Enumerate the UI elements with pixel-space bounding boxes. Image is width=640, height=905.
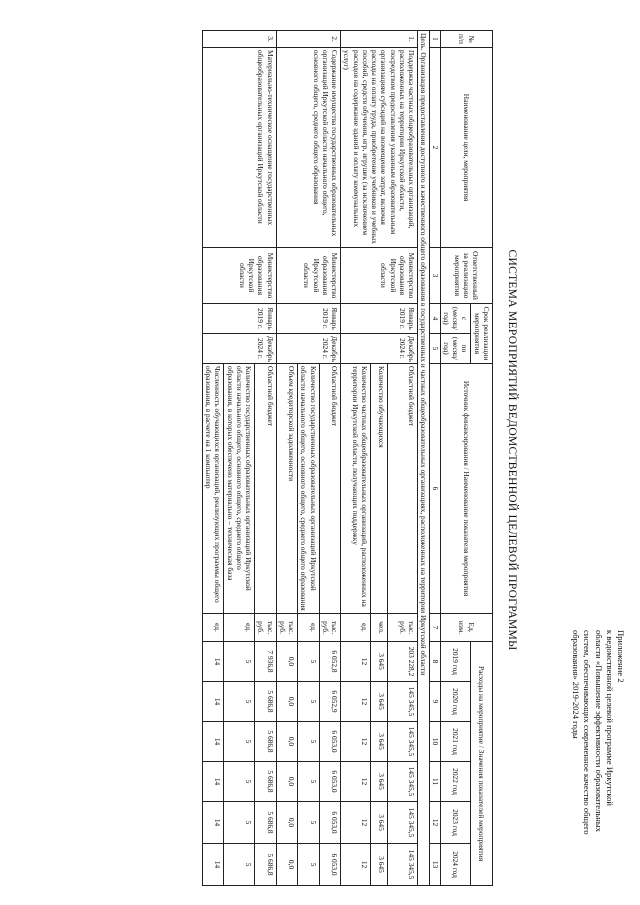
indicator-value: 3 645 — [371, 722, 388, 762]
header-unit: Ед. изм. — [440, 614, 492, 642]
indicator-value: 5 686,8 — [255, 722, 277, 762]
item-start: Январь 2019 г. — [203, 304, 277, 334]
indicator-label: Областной бюджет — [319, 364, 341, 614]
indicator-value: 5 — [298, 802, 320, 844]
goal-row — [418, 31, 430, 886]
document-title: СИСТЕМА МЕРОПРИЯТИЙ ВЕДОМСТВЕННОЙ ЦЕЛЕВОЙ ПРОГРАММЫ — [506, 249, 518, 651]
header-num: № п/п — [440, 31, 492, 48]
item-end: Декабрь 2024 г. — [203, 334, 277, 364]
header-to: по (месяц/ год) — [440, 334, 471, 364]
header-source: Источник финансирования / Наименование показателя мероприятия — [440, 364, 492, 614]
indicator-label: Численность обучающихся организаций, реализующих программы общего образования, в расчете на 1 компьютер — [203, 364, 225, 614]
item-name: Содержание имущества государственных образовательных организаций Иркутской области начального общего, основного общего, среднего общего образования — [276, 48, 341, 248]
indicator-value: 0,0 — [276, 722, 298, 762]
indicator-value: 3 645 — [371, 642, 388, 682]
indicator-value: 5 — [224, 802, 255, 844]
indicator-value: 5 — [298, 844, 320, 886]
indicator-value: 12 — [341, 722, 371, 762]
indicator-label: Объем кредиторской задолженности — [276, 364, 298, 614]
item-end: Декабрь 2024 г. — [276, 334, 341, 364]
indicator-value: 0,0 — [276, 844, 298, 886]
appendix-line: области «Повышение эффективности образовательных — [593, 630, 604, 832]
header-from: с (месяц/ год) — [440, 304, 471, 334]
column-number: 6 — [430, 364, 440, 614]
appendix-line: систем, обеспечивающих современное качество общего — [582, 630, 593, 835]
indicator-value: 5 686,8 — [255, 844, 277, 886]
indicator-value: 5 — [298, 762, 320, 802]
column-number: 1 — [430, 31, 440, 48]
indicator-value: 5 — [298, 642, 320, 682]
indicator-value: 14 — [203, 844, 225, 886]
item-number: 2. — [276, 31, 341, 48]
item-name: Материально-техническое оснащение государственных общеобразовательных организаций Иркутской области — [203, 48, 277, 248]
indicator-value: 12 — [341, 762, 371, 802]
indicator-value: 6 053,0 — [319, 802, 341, 844]
indicator-label: Количество государственных образовательных организаций Иркутской области начального общего, основного общего, среднего общего образования — [298, 364, 320, 614]
indicator-value: 14 — [203, 802, 225, 844]
indicator-value: 12 — [341, 682, 371, 722]
indicator-value: 0,0 — [276, 802, 298, 844]
indicator-value: 0,0 — [276, 762, 298, 802]
program-table — [202, 30, 493, 886]
table-row — [319, 31, 341, 886]
indicator-value: 5 — [224, 722, 255, 762]
column-number: 4 — [430, 304, 440, 334]
indicator-value: 3 645 — [371, 762, 388, 802]
indicator-unit: ед. — [203, 614, 225, 642]
indicator-unit: ед. — [298, 614, 320, 642]
indicator-value: 14 — [203, 722, 225, 762]
indicator-value: 12 — [341, 642, 371, 682]
indicator-value: 3 645 — [371, 682, 388, 722]
appendix-line: Приложение 2 — [616, 630, 626, 683]
indicator-value: 5 — [298, 682, 320, 722]
header-year: 2019 год — [440, 642, 471, 682]
indicator-label: Количество частных общеобразовательных организаций, расположенных на территории Иркутской области, получающих поддержку — [341, 364, 371, 614]
column-number: 9 — [430, 682, 440, 722]
column-number-row — [430, 31, 440, 886]
column-number: 2 — [430, 48, 440, 248]
indicator-unit: чел. — [371, 614, 388, 642]
indicator-value: 5 686,8 — [255, 802, 277, 844]
goal-text: Цель. Организация предоставления доступного и качественного общего образования в государственных и частных общеобразовательных организациях, расположенных на территории Иркутской области — [418, 31, 430, 886]
header-expenses: Расходы на мероприятие / Значения показателей мероприятия — [471, 642, 493, 886]
indicator-value: 0,0 — [276, 642, 298, 682]
table-row — [388, 31, 418, 886]
indicator-value: 6 053,0 — [319, 762, 341, 802]
indicator-value: 5 686,8 — [255, 762, 277, 802]
item-end: Декабрь 2024 г. — [341, 334, 418, 364]
indicator-value: 6 053,0 — [319, 844, 341, 886]
item-responsible: Министерство образования Иркутской области — [276, 248, 341, 304]
column-number: 13 — [430, 844, 440, 886]
indicator-value: 14 — [203, 642, 225, 682]
indicator-unit: ед. — [341, 614, 371, 642]
indicator-value: 5 686,8 — [255, 682, 277, 722]
item-start: Январь 2019 г. — [341, 304, 418, 334]
indicator-value: 6 053,0 — [319, 722, 341, 762]
column-number: 5 — [430, 334, 440, 364]
indicator-value: 7 936,8 — [255, 642, 277, 682]
column-number: 3 — [430, 248, 440, 304]
indicator-value: 145 345,5 — [388, 762, 418, 802]
column-number: 8 — [430, 642, 440, 682]
item-start: Январь 2019 г. — [276, 304, 341, 334]
indicator-value: 3 645 — [371, 802, 388, 844]
indicator-value: 5 — [224, 844, 255, 886]
indicator-value: 145 345,5 — [388, 802, 418, 844]
indicator-value: 14 — [203, 682, 225, 722]
appendix-line: к ведомственной целевой программе Иркутской — [604, 630, 615, 806]
header-year: 2021 год — [440, 722, 471, 762]
indicator-value: 6 052,9 — [319, 682, 341, 722]
indicator-value: 5 — [298, 722, 320, 762]
header-year: 2023 год — [440, 802, 471, 844]
indicator-value: 145 345,5 — [388, 844, 418, 886]
column-number: 10 — [430, 722, 440, 762]
indicator-label: Областной бюджет — [388, 364, 418, 614]
indicator-value: 203 228,2 — [388, 642, 418, 682]
indicator-value: 145 345,5 — [388, 722, 418, 762]
indicator-label: Количество обучающихся — [371, 364, 388, 614]
indicator-value: 5 — [224, 682, 255, 722]
header-responsible: Ответственный за реализацию мероприятия — [440, 248, 492, 304]
header-name: Наименование цели, мероприятия — [440, 48, 492, 248]
indicator-value: 145 345,5 — [388, 682, 418, 722]
indicator-unit: ед. — [224, 614, 255, 642]
item-number: 3. — [203, 31, 277, 48]
indicator-value: 5 — [224, 642, 255, 682]
indicator-value: 12 — [341, 844, 371, 886]
indicator-unit: тыс. руб. — [255, 614, 277, 642]
header-year: 2022 год — [440, 762, 471, 802]
indicator-unit: тыс. руб. — [388, 614, 418, 642]
table-row — [255, 31, 277, 886]
header-year: 2024 год — [440, 844, 471, 886]
column-number: 11 — [430, 762, 440, 802]
item-responsible: Министерство образования Иркутской области — [203, 248, 277, 304]
indicator-unit: тыс. руб. — [276, 614, 298, 642]
item-number: 1. — [341, 31, 418, 48]
column-number: 7 — [430, 614, 440, 642]
header-period: Срок реализации мероприятия — [471, 304, 493, 364]
header-year: 2020 год — [440, 682, 471, 722]
indicator-value: 0,0 — [276, 682, 298, 722]
indicator-value: 6 052,8 — [319, 642, 341, 682]
column-number: 12 — [430, 802, 440, 844]
item-responsible: Министерство образования Иркутской области — [341, 248, 418, 304]
indicator-label: Количество государственных образовательных организаций Иркутской области начального общего, основного общего, среднего общего образования, в которых обеспечено материально – техническая база — [224, 364, 255, 614]
indicator-value: 3 645 — [371, 844, 388, 886]
header-row — [471, 31, 493, 886]
appendix-note — [570, 630, 626, 890]
indicator-value: 14 — [203, 762, 225, 802]
indicator-unit: тыс. руб. — [319, 614, 341, 642]
indicator-value: 5 — [224, 762, 255, 802]
appendix-line: образования» 2019-2024 годы — [571, 630, 582, 739]
item-name: Поддержка частных общеобразовательных организаций, расположенных на территории Иркутской области, посредством предоставления указанным образовательным организациям субсидий на возмещение затрат, включая расходы на оплату труда, приобретение учебников и учебных пособий, средств обучения, игр, игрушек (за исключением расходов на содержание зданий и оплату коммунальных услуг) — [341, 48, 418, 248]
indicator-label: Областной бюджет — [255, 364, 277, 614]
indicator-value: 12 — [341, 802, 371, 844]
